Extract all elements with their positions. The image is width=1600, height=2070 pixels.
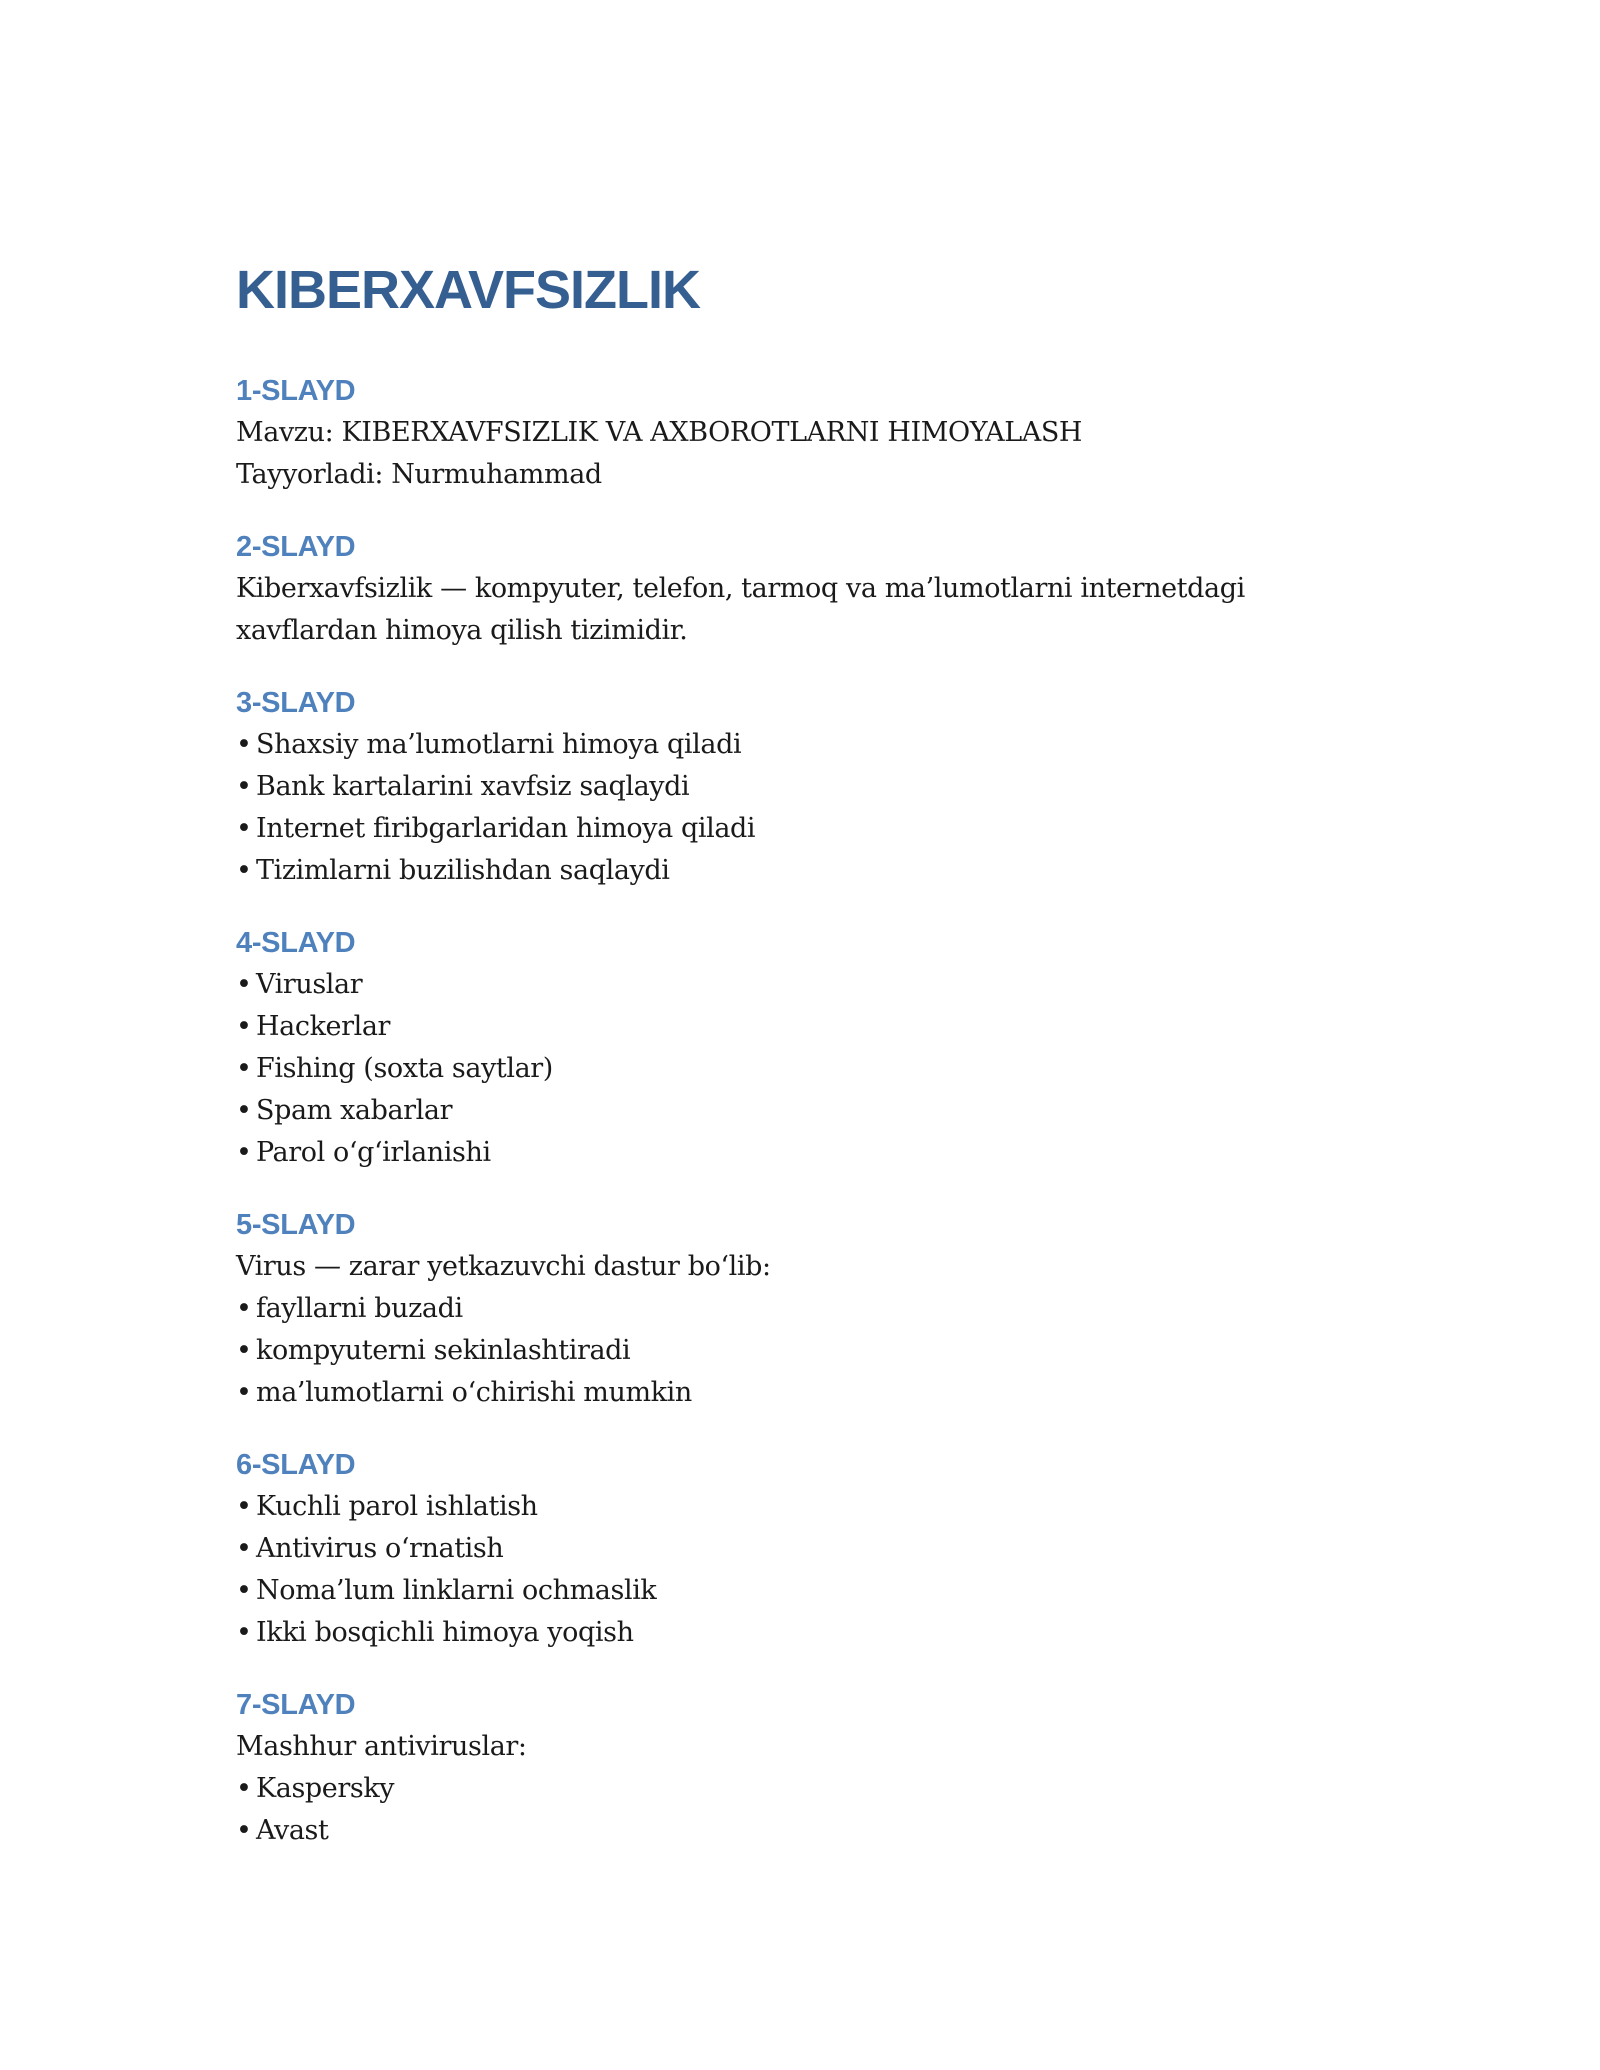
list-item: • Tizimlarni buzilishdan saqlaydi (236, 850, 1366, 892)
list-item: • ma’lumotlarni o‘chirishi mumkin (236, 1372, 1366, 1414)
list-item: • fayllarni buzadi (236, 1288, 1366, 1330)
list-item: • Hackerlar (236, 1006, 1366, 1048)
text-line: Kiberxavfsizlik — kompyuter, telefon, tarmoq va ma’lumotlarni internetdagi (236, 573, 1245, 604)
section-heading: 2-SLAYD (236, 531, 356, 563)
slide-section-1 (236, 370, 1366, 496)
text-line: Mashhur antiviruslar: (236, 1731, 527, 1762)
slide-section-3 (236, 682, 1366, 892)
list-item: • Bank kartalarini xavfsiz saqlaydi (236, 766, 1366, 808)
slide-section-7 (236, 1684, 1366, 1852)
document-page (236, 258, 1366, 1852)
slide-section-4 (236, 922, 1366, 1174)
list-item: • Shaxsiy ma’lumotlarni himoya qiladi (236, 724, 1366, 766)
slide-section-2 (236, 526, 1366, 652)
text-line: xavflardan himoya qilish tizimidir. (236, 615, 688, 646)
list-item: • kompyuterni sekinlashtiradi (236, 1330, 1366, 1372)
list-item: • Viruslar (236, 964, 1366, 1006)
section-heading: 1-SLAYD (236, 375, 356, 407)
slide-section-5 (236, 1204, 1366, 1414)
section-heading: 7-SLAYD (236, 1689, 356, 1721)
list-item: • Avast (236, 1810, 1366, 1852)
list-item: • Spam xabarlar (236, 1090, 1366, 1132)
list-item: • Ikki bosqichli himoya yoqish (236, 1612, 1366, 1654)
list-item: • Parol o‘g‘irlanishi (236, 1132, 1366, 1174)
list-item: • Fishing (soxta saytlar) (236, 1048, 1366, 1090)
list-item: • Noma’lum linklarni ochmaslik (236, 1570, 1366, 1612)
list-item: • Antivirus o‘rnatish (236, 1528, 1366, 1570)
section-heading: 4-SLAYD (236, 927, 356, 959)
section-heading: 6-SLAYD (236, 1449, 356, 1481)
document-title: KIBERXAVFSIZLIK (236, 260, 701, 320)
text-line: Tayyorladi: Nurmuhammad (236, 459, 602, 490)
list-item: • Kuchli parol ishlatish (236, 1486, 1366, 1528)
text-line: Mavzu: KIBERXAVFSIZLIK VA AXBOROTLARNI HIMOYALASH (236, 417, 1083, 448)
section-heading: 5-SLAYD (236, 1209, 356, 1241)
list-item: • Kaspersky (236, 1768, 1366, 1810)
text-line: Virus — zarar yetkazuvchi dastur bo‘lib: (236, 1251, 771, 1282)
section-heading: 3-SLAYD (236, 687, 356, 719)
list-item: • Internet firibgarlaridan himoya qiladi (236, 808, 1366, 850)
slide-section-6 (236, 1444, 1366, 1654)
